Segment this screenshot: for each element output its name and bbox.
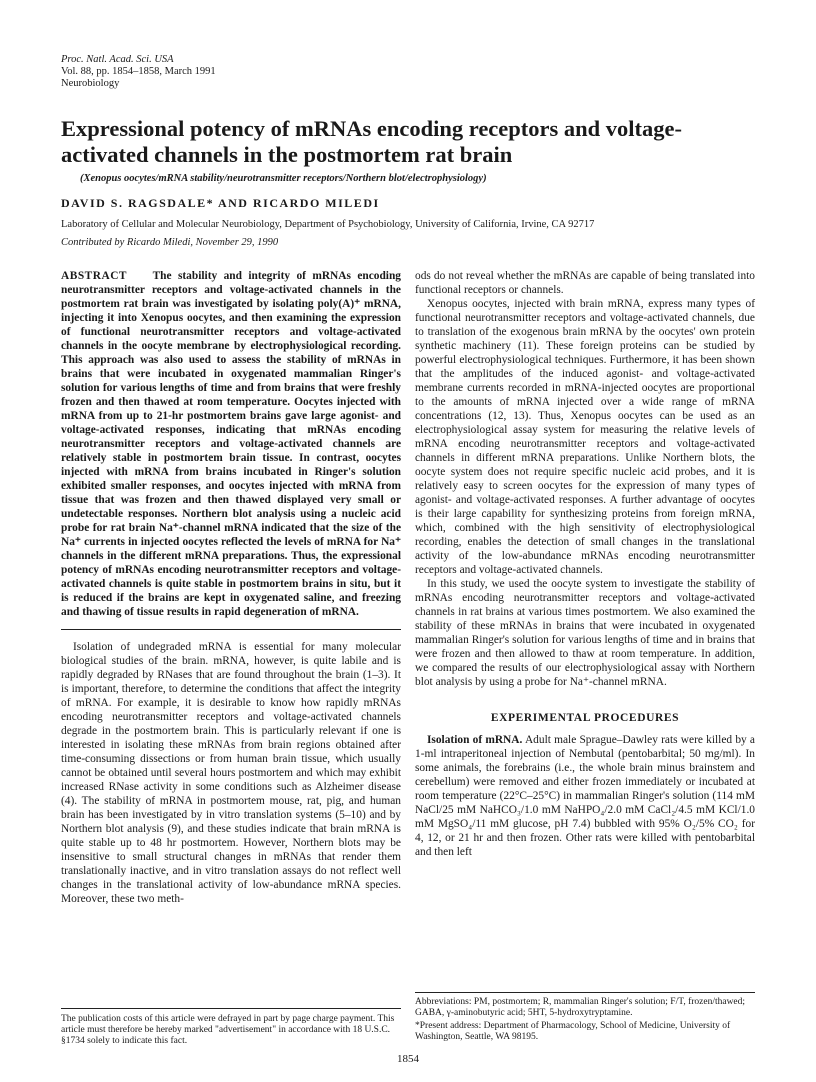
study-paragraph: In this study, we used the oocyte system to investigate the stability of mRNAs encoding neurotransmitter receptors and voltage-activated channels in rat brains at various times postmortem. We also examined the stability of these mRNAs in brains that were incubated in oxygenated mammalian Ringer's solution for various lengths of time and in brains that were frozen and then allowed to thaw at room temperature. In addition, we compared the results of our electrophysiological assay with Northern blot analysis by using a probe for Na⁺-channel mRNA. (415, 578, 755, 688)
contributed-line: Contributed by Ricardo Miledi, November 29, 1990 (61, 237, 279, 248)
article-title: Expressional potency of mRNAs encoding receptors and voltage-activated channels in the postmortem rat brain (61, 116, 683, 167)
abstract (61, 269, 401, 619)
keywords: (Xenopus oocytes/mRNA stability/neurotransmitter receptors/Northern blot/electrophysiology) (80, 173, 487, 184)
right-footnotes (415, 992, 755, 1043)
abstract-divider (61, 629, 401, 630)
address-footnote: *Present address: Department of Pharmacology, School of Medicine, University of Washington, Seattle, WA 98195. (415, 1021, 731, 1042)
left-column (61, 269, 401, 906)
methods-paragraph (415, 733, 755, 859)
intro-continued: ods do not reveal whether the mRNAs are capable of being translated into functional receptors or channels. (415, 270, 755, 296)
abstract-text: The stability and integrity of mRNAs encoding neurotransmitter receptors and voltage-activated channels in the postmortem rat brain was investigated by isolating poly(A)⁺ mRNA, injecting it into Xenopus oocytes, and then examining the expression of functional neurotransmitter receptors and voltage-activated channels in the oocyte membrane by electrophysiological recording. This approach was also used to assess the stability of mRNAs in brains that were incubated in oxygenated mammalian Ringer's solution for various lengths of time and from brains that were freshly frozen and then thawed at room temperature. Oocytes injected with mRNA from up to 21-hr postmortem brains gave large agonist- and voltage-activated responses, indicating that mRNAs encoding neurotransmitter receptors and voltage-activated channels are relatively stable in postmortem brain tissue. In contrast, oocytes injected with mRNA from brains incubated in Ringer's solution exhibited smaller responses, and oocytes injected with mRNA from tissue that was frozen and then thawed displayed very small or undetectable responses. Northern blot analysis using a nucleic acid probe for rat brain Na⁺-channel mRNA indicated that the size of the Na⁺ currents in injected oocytes reflected the levels of mRNA for Na⁺ channels in the different mRNA preparations. Thus, the expressional potency of mRNAs encoding neurotransmitter receptors and voltage-activated channels is quite stable in postmortem brains in situ, but it is reduced if the brains are kept in oxygenated saline, and freezing and thawing of tissue results in rapid degeneration of mRNA. (61, 270, 401, 618)
abstract-label: ABSTRACT (61, 270, 128, 282)
page-number: 1854 (397, 1053, 419, 1065)
affiliation: Laboratory of Cellular and Molecular Neurobiology, Department of Psychobiology, University of California, Irvine, CA 92717 (61, 219, 595, 230)
right-column (415, 269, 755, 859)
methods-run-head: Isolation of mRNA. (427, 734, 523, 746)
journal-volume: Vol. 88, pp. 1854–1858, March 1991 (61, 66, 216, 77)
methods-text: Adult male Sprague–Dawley rats were killed by a 1-ml intraperitoneal injection of Nembutal (pentobarbital; 50 mg/ml). In some animals, the forebrains (i.e., the whole brain minus brainstem and cerebellum) were removed and either frozen immediately or incubated at room temperature (22°C–25°C) in mammalian Ringer's solution (114 mM NaCl/25 mM NaHCO₃/1.0 mM NaHPO₄/2.0 mM CaCl₂/4.5 mM KCl/1.0 mM MgSO₄/11 mM glucose, pH 7.4) bubbled with 95% O₂/5% CO₂ for 4, 12, or 21 hr and then frozen. Other rats were killed with pentobarbital and then left (415, 734, 755, 858)
abbreviations-footnote: Abbreviations: PM, postmortem; R, mammalian Ringer's solution; F/T, frozen/thawed; GABA, γ-aminobutyric acid; 5HT, 5-hydroxytryptamine. (415, 997, 746, 1018)
footnote-rule (61, 1008, 401, 1009)
oocyte-paragraph: Xenopus oocytes, injected with brain mRNA, express many types of functional neurotransmitter receptors and voltage-activated channels, due to translation of the exogenous brain mRNA by the oocytes' own protein synthetic machinery (11). These foreign proteins can be studied by powerful electrophysiological techniques. Furthermore, it has been shown that the amplitudes of the induced agonist- and voltage-activated membrane currents recorded in mRNA-injected oocytes are proportional to the amounts of mRNA injected over a wide range of mRNA concentrations (12, 13). Thus, Xenopus oocytes can be used as an electrophysiological assay system for measuring the relative levels of mRNA encoding neurotransmitter receptors and voltage-activated channels in different mRNA preparations. Unlike Northern blots, the oocyte system does not require specific nucleic acid probes, and it is relatively easy to screen oocytes for the expression of many types of agonist- and voltage-activated responses. A further advantage of oocytes is their large capability for synthesizing proteins from foreign mRNA, which, combined with the high sensitivity of electrophysiological recording, enables the detection of small changes in the translational activity of the low-abundance mRNAs encoding neurotransmitter receptors and voltage-activated channels. (415, 298, 755, 576)
journal-name: Proc. Natl. Acad. Sci. USA (61, 54, 174, 65)
charges-footnote (61, 1008, 401, 1047)
journal-header (61, 54, 216, 90)
intro-paragraph: Isolation of undegraded mRNA is essential for many molecular biological studies of the brain. mRNA, however, is quite labile and is rapidly degraded by RNases that are found throughout the brain (1–3). It is important, therefore, to determine the conditions that affect the integrity of mRNA. For example, it is desirable to know how rapidly mRNAs encoding neurotransmitter receptors and voltage-activated channels degrade in the postmortem brain. This is particularly relevant if one is interested in isolating these mRNAs from brain regions obtained after time-consuming dissections or from human brain tissue, which usually cannot be obtained until several hours postmortem and which may exhibit increased RNase activity in some conditions such as Alzheimer disease (4). The stability of mRNA in postmortem mouse, rat, pig, and human brain has been investigated by in vitro translation systems (5–10) and by Northern blot analysis (9), and these studies indicate that brain mRNA is quite stable up to 48 hr postmortem. However, Northern blots may be insensitive to small structural changes in mRNAs that render them translationally inactive, and in vitro translation assays do not reflect well changes in the translational activity of low-abundance mRNA species. Moreover, these two meth- (61, 641, 401, 905)
charges-text: The publication costs of this article were defrayed in part by page charge payment. This article must therefore be hereby marked "advertisement" in accordance with 18 U.S.C. §1734 solely to indicate this fact. (61, 1014, 395, 1046)
footnote-rule (415, 992, 755, 993)
authors: DAVID S. RAGSDALE* AND RICARDO MILEDI (61, 196, 380, 210)
journal-section: Neurobiology (61, 78, 120, 89)
section-heading: EXPERIMENTAL PROCEDURES (490, 712, 680, 724)
